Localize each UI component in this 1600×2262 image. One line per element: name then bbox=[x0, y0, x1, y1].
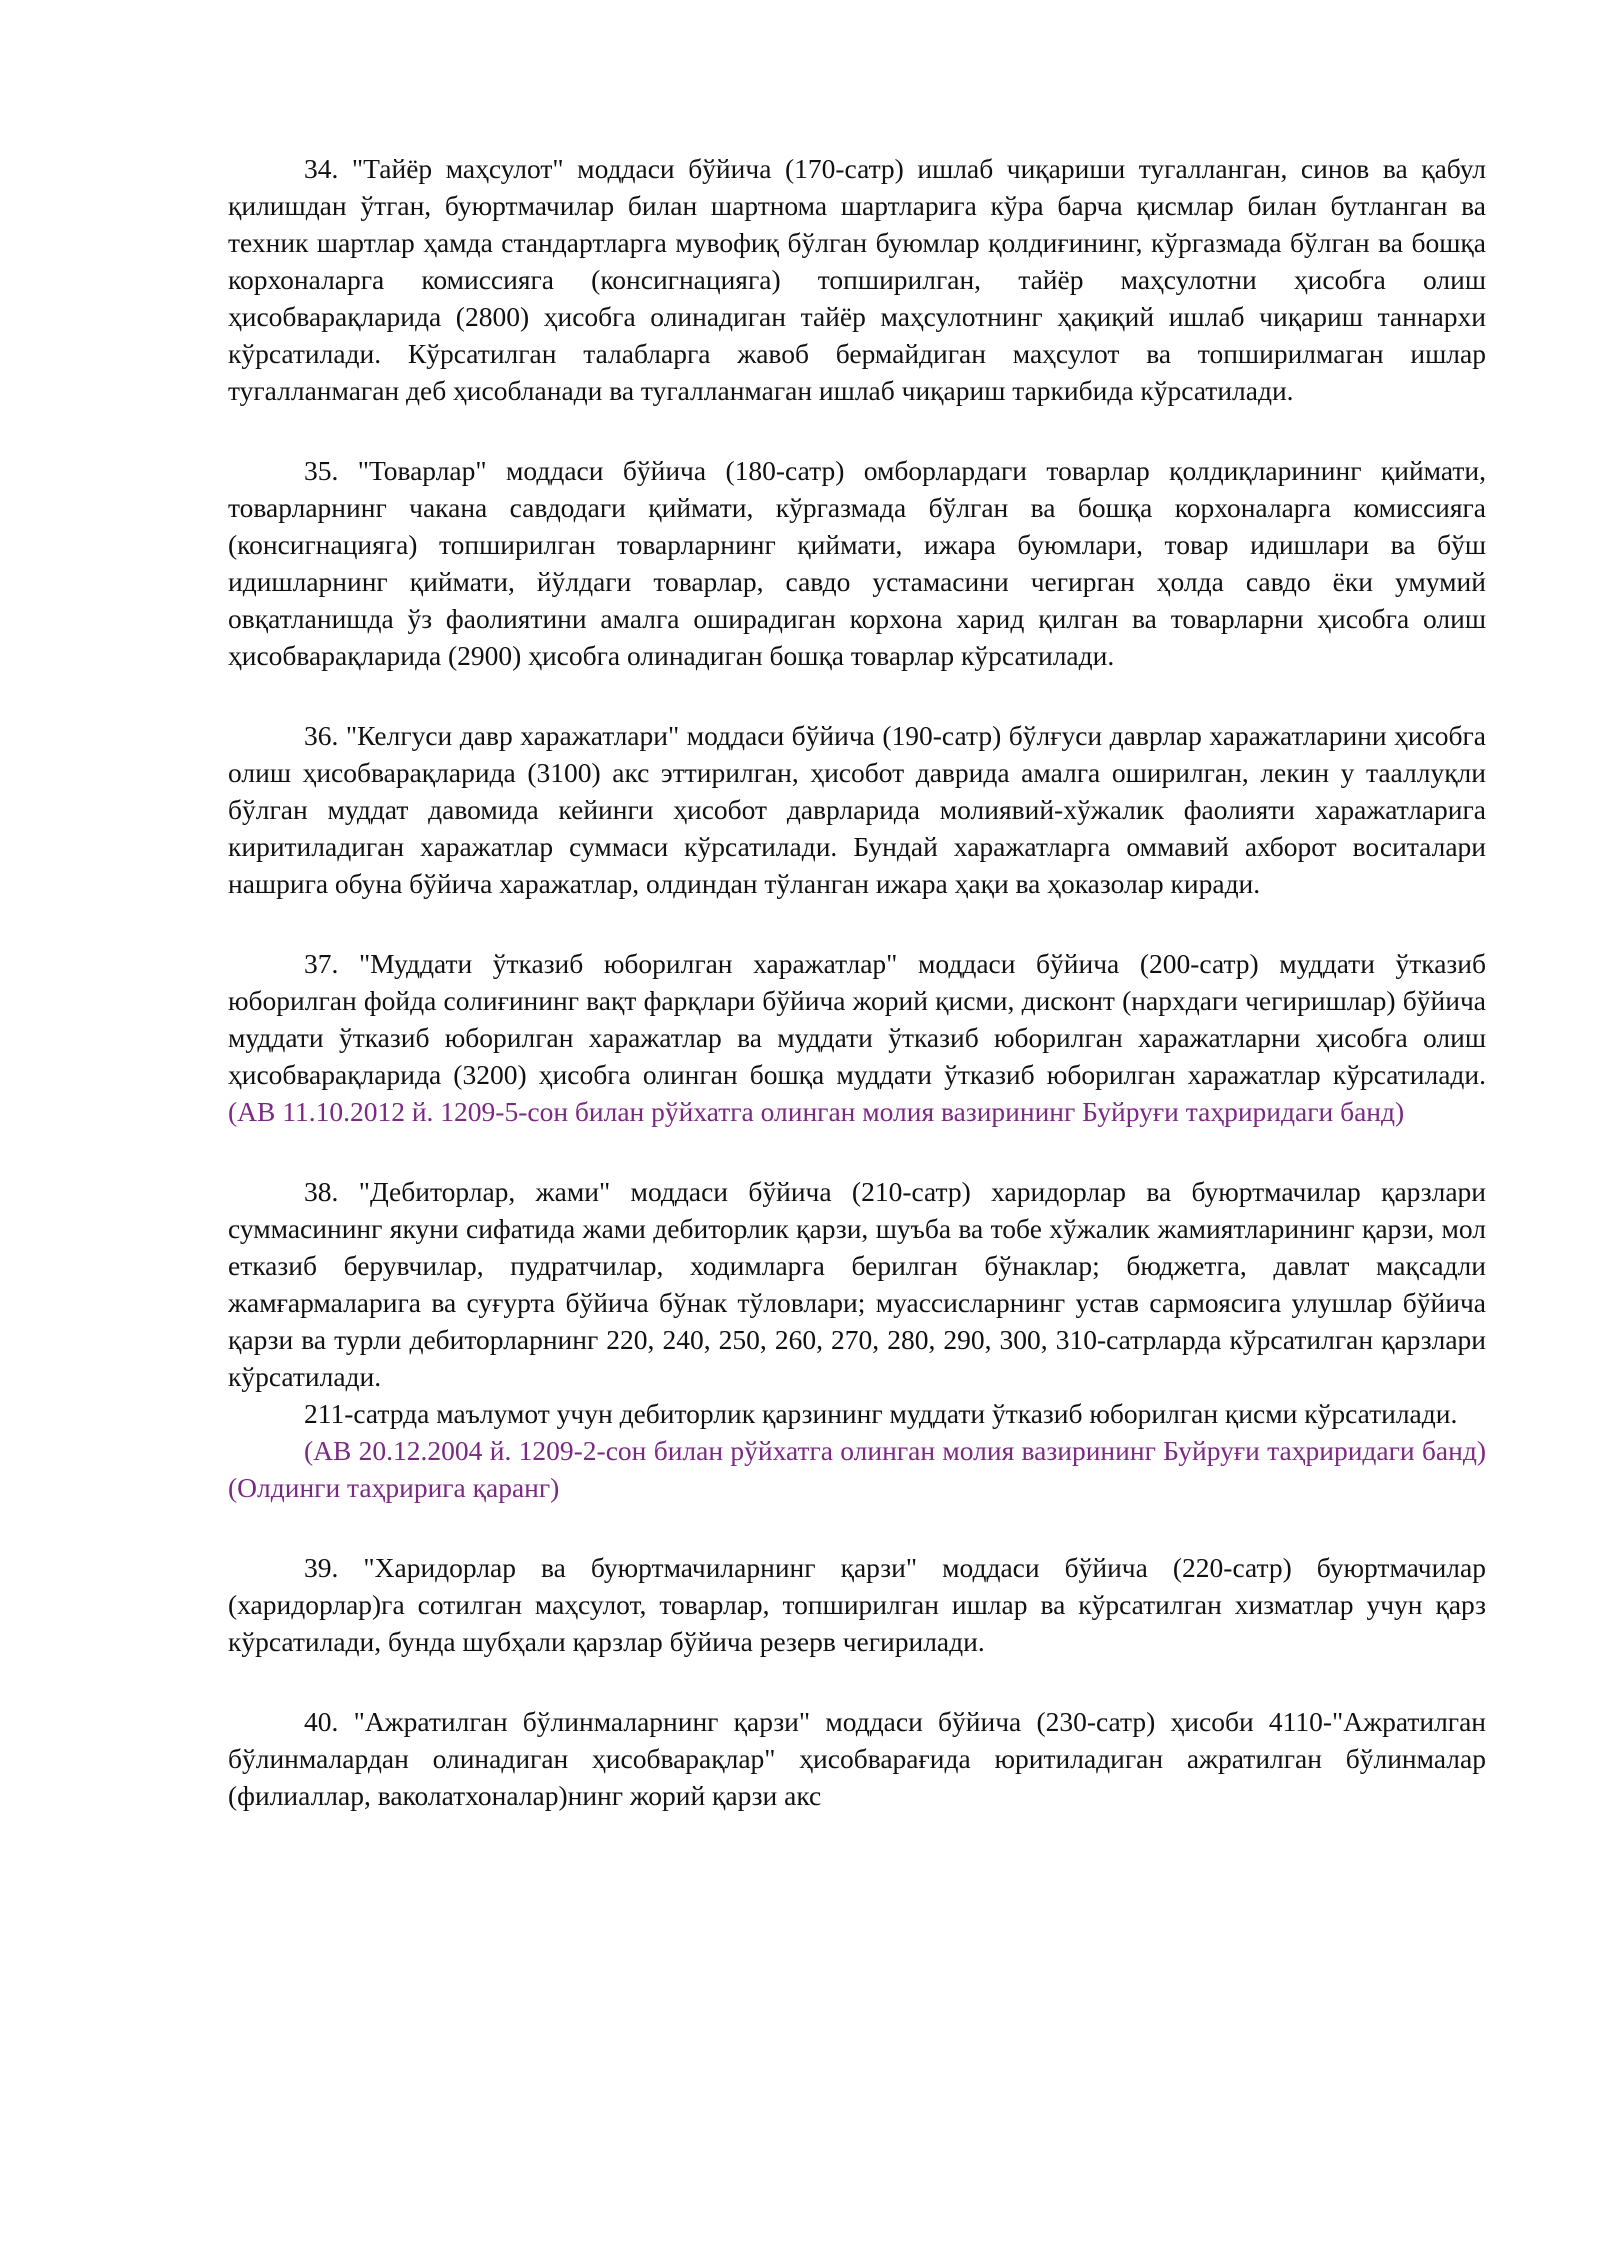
paragraph-38-sub-text: 211-сатрда маълумот учун дебиторлик қарзининг муддати ўтказиб юборилган қисми кўрсатилади. bbox=[304, 1398, 1458, 1429]
paragraph-36-text: 36. "Келгуси давр харажатлари" моддаси бўйича (190-сатр) бўлғуси даврлар харажатларини ҳисобга олиш ҳисобварақларида (3100) акс эттирилган, ҳисобот даврида амалга оширилган, лекин у тааллуқли бўлган муддат давомида кейинги ҳисобот даврларида молиявий-хўжалик фаолияти харажатларига киритиладиган харажатлар суммаси кўрсатилади. Бундай харажатларга оммавий ахборот воситалари нашрига обуна бўйича харажатлар, олдиндан тўланган ижара ҳақи ва ҳоказолар киради. bbox=[228, 720, 1486, 899]
paragraph-38-text: 38. "Дебиторлар, жами" моддаси бўйича (210-сатр) харидорлар ва буюртмачилар қарзлари суммасининг якуни сифатида жами дебиторлик қарзи, шуъба ва тобе хўжалик жамиятларининг қарзи, мол етказиб берувчилар, пудратчилар, ходимларга берилган бўнаклар; бюджетга, давлат мақсадли жамғармаларига ва суғурта бўйича бўнак тўловлари; муассисларнинг устав сармоясига улушлар бўйича қарзи ва турли дебиторларнинг 220, 240, 250, 260, 270, 280, 290, 300, 310-сатрларда кўрсатилган қарзлари кўрсатилади. bbox=[228, 1176, 1486, 1392]
paragraph-35-text: 35. "Товарлар" моддаси бўйича (180-сатр) омборлардаги товарлар қолдиқларининг қиймати, товарларнинг чакана савдодаги қиймати, кўргазмада бўлган ва бошқа корхоналарга комиссияга (консигнацияга) топширилган товарларнинг қиймати, ижара буюмлари, товар идишлари ва бўш идишларнинг қиймати, йўлдаги товарлар, савдо устамасини чегирган ҳолда савдо ёки умумий овқатланишда ўз фаолиятини амалга оширадиган корхона харид қилган ва товарларни ҳисобга олиш ҳисобварақларида (2900) ҳисобга олинадиган бошқа товарлар кўрсатилади. bbox=[228, 455, 1486, 671]
paragraph-34-text: 34. "Тайёр маҳсулот" моддаси бўйича (170-сатр) ишлаб чиқариши тугалланган, синов ва қабул қилишдан ўтган, буюртмачилар билан шартнома шартларига кўра барча қисмлар билан бутланган ва техник шартлар ҳамда стандартларга мувофиқ бўлган буюмлар қолдиғининг, кўргазмада бўлган ва бошқа корхоналарга комиссияга (консигнацияга) топширилган, тайёр маҳсулотни ҳисобга олиш ҳисобварақларида (2800) ҳисобга олинадиган тайёр маҳсулотнинг ҳақиқий ишлаб чиқариш таннархи кўрсатилади. Кўрсатилган талабларга жавоб бермайдиган маҳсулот ва топширилмаган ишлар тугалланмаган деб ҳисобланади ва тугалланмаган ишлаб чиқариш таркибида кўрсатилади. bbox=[228, 153, 1486, 406]
amendment-link-38[interactable] bbox=[228, 1432, 1486, 1506]
paragraph-40 bbox=[228, 1703, 1486, 1814]
amendment-link-37[interactable]: (АВ 11.10.2012 й. 1209-5-сон билан рўйхатга олинган молия вазирининг Буйруғи таҳриридаги банд) bbox=[228, 1096, 1405, 1127]
paragraph-35 bbox=[228, 452, 1486, 674]
paragraph-37 bbox=[228, 945, 1486, 1130]
paragraph-37-text: 37. "Муддати ўтказиб юборилган харажатлар" моддаси бўйича (200-сатр) муддати ўтказиб юборилган фойда солиғининг вақт фарқлари бўйича жорий қисми, дисконт (нархдаги чегиришлар) бўйича муддати ўтказиб юборилган харажатлар ва муддати ўтказиб юборилган харажатларни ҳисобга олиш ҳисобварақларида (3200) ҳисобга олинган бошқа муддати ўтказиб юборилган харажатлар кўрсатилади. bbox=[228, 948, 1486, 1090]
paragraph-38-sub bbox=[228, 1395, 1486, 1432]
paragraph-40-text: 40. "Ажратилган бўлинмаларнинг қарзи" моддаси бўйича (230-сатр) ҳисоби 4110-"Ажратилган бўлинмалардан олинадиган ҳисобварақлар" ҳисобварағида юритиладиган ажратилган бўлинмалар (филиаллар, ваколатхоналар)нинг жорий қарзи акс bbox=[228, 1706, 1486, 1811]
document-page bbox=[228, 150, 1486, 1814]
paragraph-36 bbox=[228, 717, 1486, 902]
amendment-38-text[interactable]: (АВ 20.12.2004 й. 1209-2-сон билан рўйхатга олинган молия вазирининг Буйруғи таҳриридаги банд) (Олдинги таҳририга қаранг) bbox=[228, 1435, 1486, 1503]
paragraph-39 bbox=[228, 1549, 1486, 1660]
paragraph-34 bbox=[228, 150, 1486, 409]
paragraph-39-text: 39. "Харидорлар ва буюртмачиларнинг қарзи" моддаси бўйича (220-сатр) буюртмачилар (харидорлар)га сотилган маҳсулот, товарлар, топширилган ишлар ва кўрсатилган хизматлар учун қарз кўрсатилади, бунда шубҳали қарзлар бўйича резерв чегирилади. bbox=[228, 1552, 1486, 1657]
paragraph-38 bbox=[228, 1173, 1486, 1395]
